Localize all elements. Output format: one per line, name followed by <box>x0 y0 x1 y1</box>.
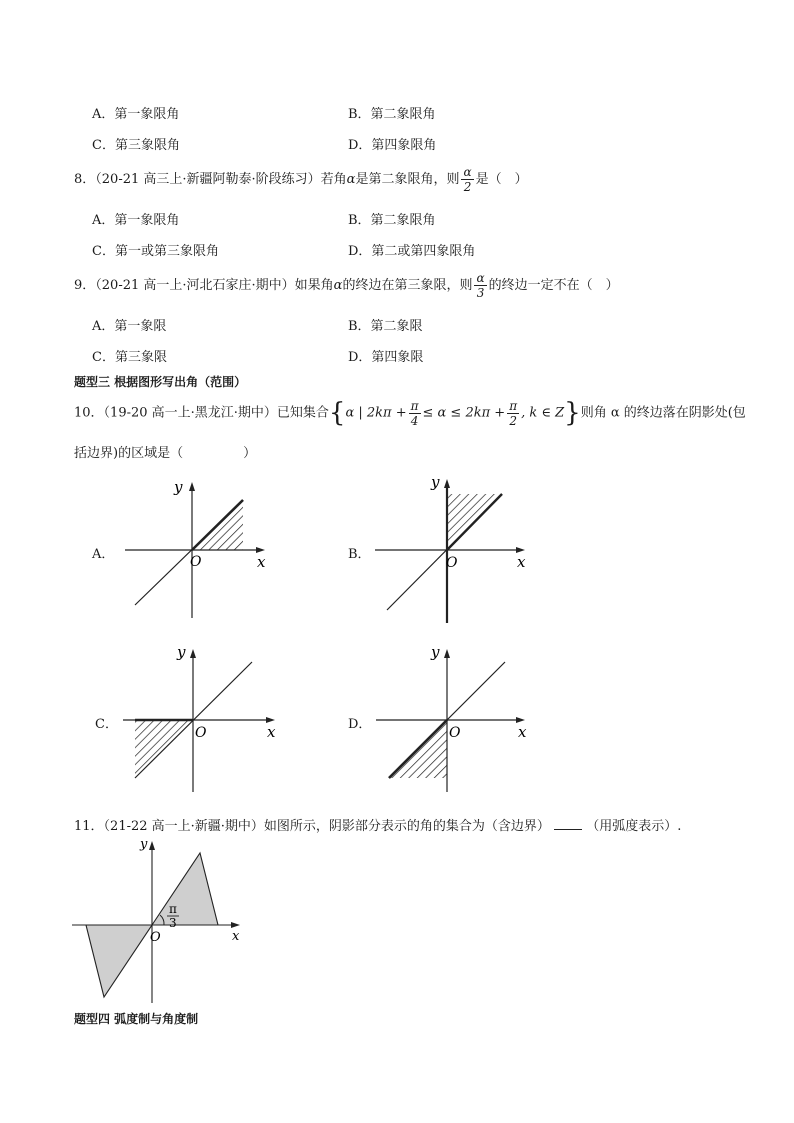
y-arrow-icon <box>190 649 196 658</box>
q10-label-b: B． <box>348 547 371 562</box>
q10-right-brace: } <box>564 398 581 428</box>
y-label: y <box>431 643 440 661</box>
q11-figure <box>70 835 255 1005</box>
q9-suffix: 的终边一定不在（ ） <box>488 278 619 293</box>
q10-figure-a <box>110 470 280 620</box>
q10-figure-c <box>115 640 285 795</box>
y-arrow-icon <box>189 482 195 491</box>
q10-line2-text: 括边界)的区域是（ <box>74 446 184 461</box>
q8-fraction <box>461 166 473 193</box>
q8-option-a: A．第一象限角 <box>92 213 180 228</box>
q10-stem <box>74 398 746 428</box>
origin-label: O <box>449 725 461 741</box>
q10-frac2 <box>507 400 519 427</box>
q10-set-a: α | 2kπ + <box>345 405 407 421</box>
q8-prefix: 8．（20-21 高三上·新疆阿勒泰·阶段练习）若角 <box>74 172 347 187</box>
q8-frac-num: α <box>463 165 472 179</box>
origin-label: O <box>446 555 458 571</box>
q11-suffix: （用弧度表示）. <box>586 819 682 834</box>
x-label: x <box>518 723 527 741</box>
y-arrow-icon <box>444 479 450 488</box>
q7-option-a: A．第一象限角 <box>92 107 180 122</box>
q8-middle: 是第二象限角，则 <box>355 172 460 187</box>
q10-label-c: C． <box>95 717 118 732</box>
q9-option-a: A．第一象限 <box>92 319 167 334</box>
q8-stem <box>74 166 528 193</box>
q10-prefix: 10．（19-20 高一上·黑龙江·期中）已知集合 <box>74 405 329 421</box>
q10-figure-b <box>365 470 535 625</box>
y-label: y <box>174 478 183 496</box>
q9-frac-num: α <box>476 271 485 285</box>
q9-fraction <box>474 272 486 299</box>
x-label: x <box>267 723 276 741</box>
q7-option-d: D．第四象限角 <box>348 138 437 153</box>
x-label: x <box>257 553 266 571</box>
y-arrow-icon <box>444 649 450 658</box>
q10-figure-d <box>368 640 538 795</box>
q9-option-b: B．第二象限 <box>348 319 423 334</box>
q10-pi1-num: π <box>410 398 419 413</box>
q8-frac-den: 2 <box>463 180 472 194</box>
q10-label-d: D． <box>348 717 372 732</box>
q8-option-c: C．第一或第三象限角 <box>92 244 219 259</box>
q9-prefix: 9．（20-21 高一上·河北石家庄·期中）如果角 <box>74 278 334 293</box>
q9-option-c: C．第三象限 <box>92 350 167 365</box>
y-label: y <box>140 837 148 852</box>
q10-after: 则角 α 的终边落在阴影处(包 <box>580 405 746 421</box>
x-label: x <box>517 553 526 571</box>
q10-frac1 <box>409 400 421 427</box>
angle-num: π <box>169 902 177 916</box>
x-label: x <box>232 929 240 944</box>
q10-pi2-num: π <box>509 398 518 413</box>
q9-stem <box>74 272 619 299</box>
q8-alpha: α <box>346 172 356 187</box>
q10-line2 <box>74 442 256 461</box>
q11-text: 11．（21-22 高一上·新疆·期中）如图所示，阴影部分表示的角的集合为（含边界） <box>74 819 550 834</box>
origin-label: O <box>150 930 161 945</box>
y-label: y <box>431 473 440 491</box>
shaded-region-q1 <box>152 853 218 925</box>
q10-left-brace: { <box>328 398 346 428</box>
q7-option-c: C．第三象限角 <box>92 138 180 153</box>
y-arrow-icon <box>149 841 155 850</box>
q9-middle: 的终边在第三象限，则 <box>342 278 473 293</box>
q10-pi1-den: 4 <box>410 413 419 428</box>
origin-label: O <box>195 725 207 741</box>
q8-suffix: 是（ ） <box>475 172 528 187</box>
q11-answer-blank[interactable] <box>554 819 582 830</box>
q10-pi2-den: 2 <box>509 413 517 428</box>
section-heading-3: 题型三 根据图形写出角（范围） <box>74 375 247 389</box>
q10-label-a: A． <box>92 547 115 562</box>
shaded-region-q3 <box>86 925 152 997</box>
q9-option-d: D．第四象限 <box>348 350 424 365</box>
q11-stem <box>74 815 681 834</box>
origin-label: O <box>190 554 202 570</box>
q9-frac-den: 3 <box>476 286 485 300</box>
y-label: y <box>177 643 186 661</box>
q8-option-b: B．第二象限角 <box>348 213 436 228</box>
angle-den: 3 <box>169 916 177 930</box>
q8-option-d: D．第二或第四象限角 <box>348 244 476 259</box>
section-heading-4: 题型四 弧度制与角度制 <box>74 1012 199 1026</box>
q10-line2-end: ） <box>243 446 257 461</box>
x-arrow-icon <box>231 922 240 928</box>
q7-option-b: B．第二象限角 <box>348 107 436 122</box>
q10-set-b: ≤ α ≤ 2kπ + <box>422 405 506 421</box>
q10-set-c: , k ∈ Z <box>521 405 565 421</box>
q9-alpha: α <box>333 278 343 293</box>
